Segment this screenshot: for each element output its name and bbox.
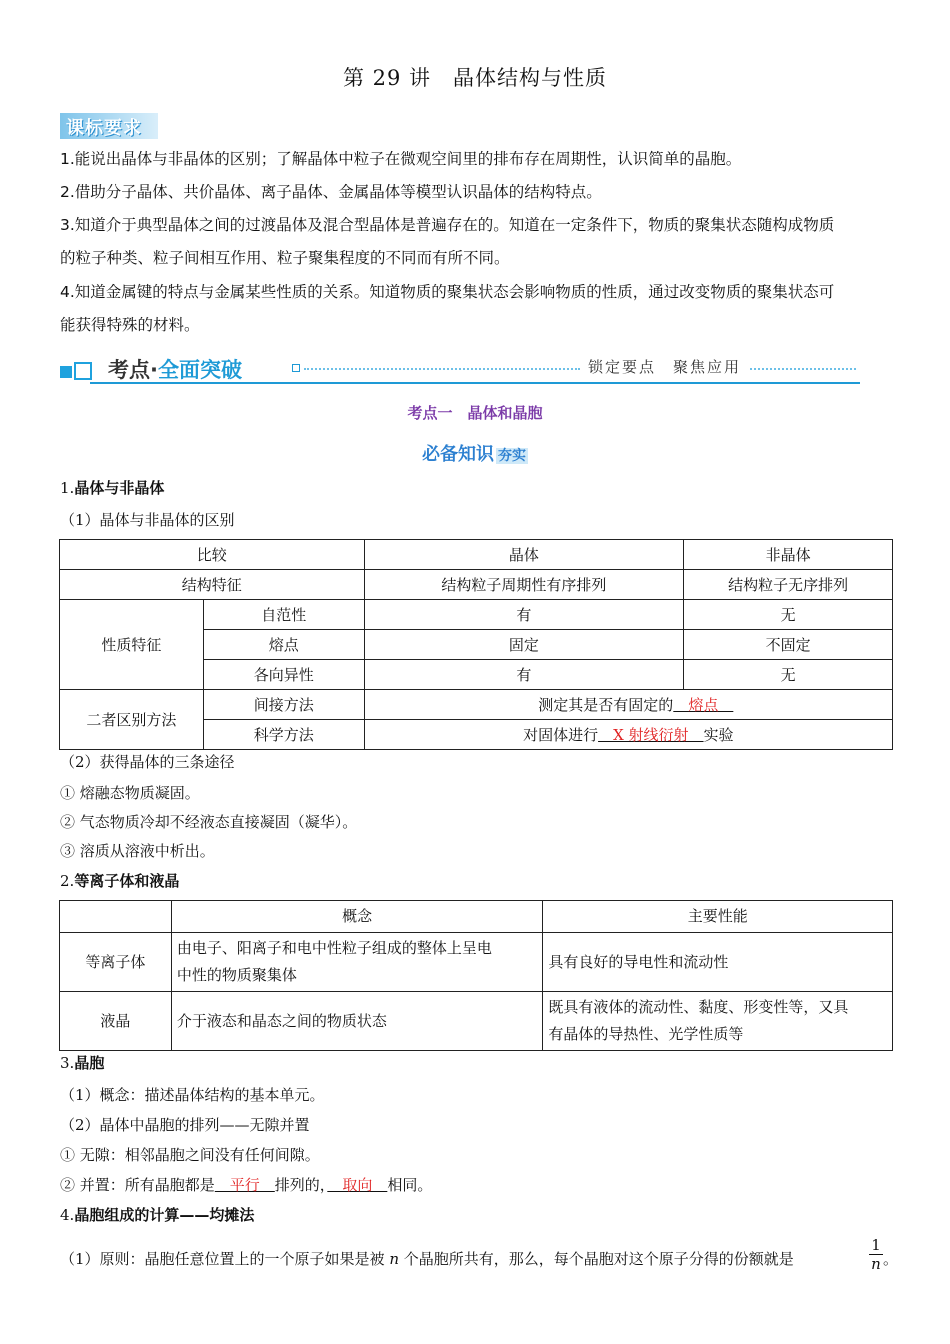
banner-divider	[304, 368, 580, 370]
table-row	[60, 540, 893, 570]
requirement-2: 2.借助分子晶体、共价晶体、离子晶体、金属晶体等模型认识晶体的结构特点。	[60, 183, 602, 201]
requirement-3a: 3.知道介于典型晶体之间的过渡晶体及混合型晶体是普遍存在的。知道在一定条件下，物质的聚集状态随构成物质	[60, 216, 835, 234]
table-cell: 结构特征	[60, 570, 365, 600]
table-cell: 性质特征	[60, 600, 204, 690]
crystal-comparison-table	[59, 539, 893, 750]
requirement-3b: 的粒子种类、粒子间相互作用、粒子聚集程度的不同而有所不同。	[60, 249, 510, 267]
page-title: 第 29 讲 晶体结构与性质	[342, 66, 608, 90]
answer-blank: 取向	[327, 1176, 388, 1194]
table-row	[60, 690, 893, 720]
banner-square-fill-icon	[60, 366, 72, 378]
section-1-sub2: （2）获得晶体的三条途径	[60, 753, 235, 771]
table-cell: 自范性	[203, 600, 364, 630]
banner-title: 考点·全面突破	[108, 358, 242, 382]
section-4-end: 。	[883, 1250, 899, 1268]
table-header: 非晶体	[684, 540, 893, 570]
table-cell: 固定	[364, 630, 684, 660]
fraction-one-over-n: 1 n	[869, 1236, 883, 1273]
banner-divider	[750, 368, 856, 370]
table-cell: 无	[684, 660, 893, 690]
table-cell: 等离子体	[60, 933, 172, 992]
table-cell: 不固定	[684, 630, 893, 660]
table-cell: 科学方法	[203, 720, 364, 750]
table-cell: 二者区别方法	[60, 690, 204, 750]
section-3-line: （1）概念：描述晶体结构的基本单元。	[60, 1086, 325, 1104]
table-cell: 各向异性	[203, 660, 364, 690]
section-3-line: ② 并置：所有晶胞都是 平行 排列的， 取向 相同。	[60, 1176, 433, 1194]
table-cell: 间接方法	[203, 690, 364, 720]
table-header: 主要性能	[543, 901, 893, 933]
section-2-heading: 2.等离子体和液晶	[60, 872, 180, 890]
table-cell: 具有良好的导电性和流动性	[543, 933, 893, 992]
requirements-badge-label: 课标要求	[66, 118, 142, 139]
answer-blank: X 射线衍射	[598, 726, 704, 744]
requirement-1: 1.能说出晶体与非晶体的区别；了解晶体中粒子在微观空间里的排布存在周期性，认识简单的晶胞。	[60, 150, 742, 168]
table-cell: 结构粒子无序排列	[684, 570, 893, 600]
table-cell: 有	[364, 660, 684, 690]
banner-square-icon	[74, 362, 92, 380]
section-4-heading: 4.晶胞组成的计算——均摊法	[60, 1206, 255, 1224]
table-cell: 有	[364, 600, 684, 630]
kaodian-title: 考点一 晶体和晶胞	[407, 404, 543, 422]
answer-blank: 熔点	[673, 696, 734, 714]
plasma-liquid-crystal-table	[59, 900, 893, 1051]
table-row	[60, 992, 893, 1051]
answer-blank: 平行	[214, 1176, 275, 1194]
table-header: 晶体	[364, 540, 684, 570]
requirements-badge	[60, 113, 158, 139]
way-item: ② 气态物质冷却不经液态直接凝固（凝华）。	[60, 813, 358, 831]
table-cell: 熔点	[203, 630, 364, 660]
knowledge-heading: 必备知识 夯实	[422, 444, 526, 465]
requirement-4a: 4.知道金属键的特点与金属某些性质的关系。知道物质的聚集状态会影响物质的性质，通过改变物质的聚集状态可	[60, 283, 835, 301]
table-cell: 介于液态和晶态之间的物质状态	[171, 992, 543, 1051]
table-row	[60, 901, 893, 933]
table-cell: 结构粒子周期性有序排列	[364, 570, 684, 600]
way-item: ① 熔融态物质凝固。	[60, 784, 200, 802]
section-3-line: ① 无隙：相邻晶胞之间没有任何间隙。	[60, 1146, 320, 1164]
table-cell: 既具有液体的流动性、黏度、形变性等，又具 有晶体的导热性、光学性质等	[543, 992, 893, 1051]
table-cell: 由电子、阳离子和电中性粒子组成的整体上呈电 中性的物质聚集体	[171, 933, 543, 992]
banner-underline	[90, 382, 860, 384]
table-cell: 无	[684, 600, 893, 630]
table-header: 概念	[171, 901, 543, 933]
table-cell: 测定其是否有固定的 熔点	[364, 690, 892, 720]
table-row	[60, 570, 893, 600]
way-item: ③ 溶质从溶液中析出。	[60, 842, 215, 860]
requirement-4b: 能获得特殊的材料。	[60, 316, 200, 334]
banner-dot-icon	[292, 364, 300, 372]
section-1-heading: 1.晶体与非晶体	[60, 479, 165, 497]
table-header: 比较	[60, 540, 365, 570]
table-cell: 对固体进行 X 射线衍射 实验	[364, 720, 892, 750]
table-cell: 液晶	[60, 992, 172, 1051]
table-row	[60, 600, 893, 630]
table-header	[60, 901, 172, 933]
table-row	[60, 933, 893, 992]
section-4-line: （1）原则：晶胞任意位置上的一个原子如果是被 n 个晶胞所共有，那么，每个晶胞对这个原子分得的份额就是	[60, 1250, 794, 1268]
section-3-line: （2）晶体中晶胞的排列——无隙并置	[60, 1116, 310, 1134]
section-3-heading: 3.晶胞	[60, 1054, 105, 1072]
section-banner	[60, 352, 860, 388]
section-1-sub1: （1）晶体与非晶体的区别	[60, 511, 235, 529]
banner-subtitle: 锁定要点 聚焦应用	[588, 358, 742, 376]
